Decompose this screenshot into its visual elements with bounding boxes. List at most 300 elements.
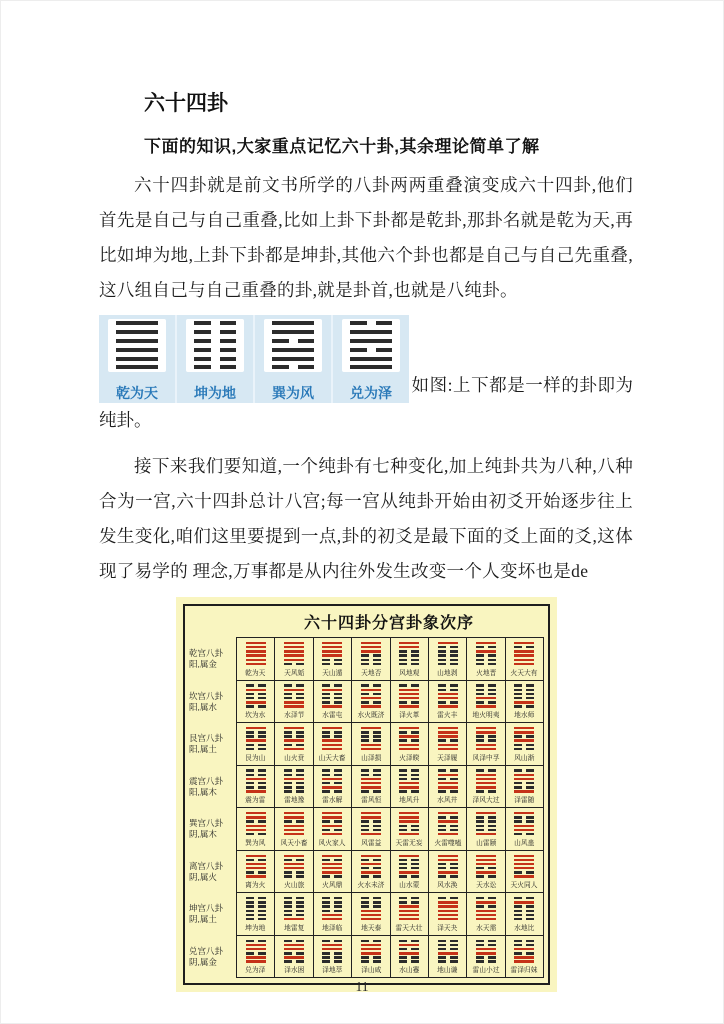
page-subtitle: 下面的知识,大家重点记忆六十卦,其余理论简单了解	[144, 137, 540, 156]
yin-line	[361, 820, 381, 822]
yin-line	[246, 735, 266, 737]
hexagram-symbol	[322, 684, 342, 709]
hexagram-cell	[275, 681, 313, 724]
hexagram-cell	[237, 723, 275, 766]
yin-line	[399, 825, 419, 827]
yin-line	[399, 948, 419, 950]
yin-line	[438, 654, 458, 656]
hexagram-cell	[275, 766, 313, 809]
hexagram-symbol	[350, 319, 392, 372]
yin-line	[284, 905, 304, 907]
yin-line	[438, 829, 458, 831]
yin-line	[322, 684, 342, 686]
yin-line	[194, 321, 236, 325]
yin-line	[514, 684, 534, 686]
yang-line	[438, 918, 458, 920]
yang-line	[284, 816, 304, 818]
yin-line	[399, 659, 419, 661]
pure-hexagram-item	[99, 315, 177, 403]
hexagram-name: 天山遁	[322, 668, 343, 677]
hexagram-cell	[391, 723, 429, 766]
yang-line	[284, 867, 304, 869]
yin-line	[194, 348, 236, 352]
hexagram-cell	[237, 936, 275, 979]
palace-label	[186, 723, 236, 766]
yin-line	[361, 875, 381, 877]
yang-line	[514, 825, 534, 827]
yin-line	[476, 956, 496, 958]
yang-line	[284, 705, 304, 707]
palace-row	[186, 936, 544, 979]
yin-line	[246, 705, 266, 707]
hexagram-name: 水地比	[514, 923, 535, 932]
yang-line	[476, 863, 496, 865]
yin-line	[399, 731, 419, 733]
yin-line	[246, 684, 266, 686]
yang-line	[514, 859, 534, 861]
yin-line	[284, 693, 304, 695]
yin-line	[246, 905, 266, 907]
yang-line	[514, 739, 534, 741]
hexagram-symbol	[514, 641, 534, 666]
hexagram-cell	[391, 681, 429, 724]
hexagram-cell	[506, 723, 544, 766]
yang-line	[476, 731, 496, 733]
yang-line	[246, 701, 266, 703]
yang-line	[514, 701, 534, 703]
yang-line	[438, 731, 458, 733]
yin-line	[284, 731, 304, 733]
palace-name: 乾宫八卦	[189, 647, 224, 658]
yang-line	[514, 642, 534, 644]
yin-line	[361, 825, 381, 827]
yang-line	[476, 812, 496, 814]
hexagram-symbol	[514, 726, 534, 751]
yang-line	[399, 705, 419, 707]
yin-line	[284, 663, 304, 665]
yin-line	[322, 790, 342, 792]
hexagram-symbol	[438, 726, 458, 751]
palace-name: 兑宫八卦	[189, 945, 224, 956]
yang-line	[284, 825, 304, 827]
yang-line	[284, 654, 304, 656]
hexagram-symbol	[476, 726, 496, 751]
hexagram-cell	[429, 936, 467, 979]
yang-line	[476, 744, 496, 746]
hexagram-name: 艮为山	[245, 753, 266, 762]
yin-line	[438, 825, 458, 827]
yin-line	[350, 321, 392, 325]
yang-line	[476, 697, 496, 699]
palace-cells	[236, 766, 544, 809]
yang-line	[438, 901, 458, 903]
yin-line	[322, 952, 342, 954]
yin-line	[246, 744, 266, 746]
yang-line	[438, 855, 458, 857]
palace-chart-grid	[186, 637, 544, 978]
hexagram-name: 水天需	[475, 923, 497, 932]
yin-line	[284, 952, 304, 954]
hexagram-symbol	[399, 811, 419, 836]
yang-line	[361, 816, 381, 818]
hexagram-symbol	[438, 811, 458, 836]
yang-line	[246, 642, 266, 644]
palace-cells	[236, 681, 544, 724]
hexagram-cell	[237, 851, 275, 894]
yin-line	[322, 731, 342, 733]
hexagram-cell	[275, 723, 313, 766]
yang-line	[514, 867, 534, 869]
yang-line	[361, 944, 381, 946]
yang-line	[514, 948, 534, 950]
hexagram-cell	[237, 766, 275, 809]
hexagram-card	[108, 319, 166, 372]
yin-line	[514, 689, 534, 691]
hexagram-cell	[429, 681, 467, 724]
yang-line	[361, 744, 381, 746]
hexagram-symbol	[284, 854, 304, 879]
hexagram-name: 火泽睽	[399, 753, 420, 762]
yang-line	[350, 357, 392, 361]
yang-line	[399, 871, 419, 873]
hexagram-name: 风地观	[399, 668, 420, 677]
hexagram-name: 风山渐	[514, 753, 535, 762]
hexagram-cell	[314, 681, 352, 724]
yin-line	[322, 960, 342, 962]
palace-label	[186, 681, 236, 724]
yang-line	[399, 646, 419, 648]
yin-line	[361, 693, 381, 695]
yang-line	[116, 321, 158, 325]
yang-line	[284, 833, 304, 835]
hexagram-name: 泽风大过	[472, 796, 500, 805]
yin-line	[438, 769, 458, 771]
hexagram-cell	[275, 808, 313, 851]
hexagram-symbol	[399, 641, 419, 666]
yin-line	[438, 863, 458, 865]
yin-line	[284, 910, 304, 912]
yang-line	[438, 774, 458, 776]
hexagram-cell	[237, 893, 275, 936]
hexagram-symbol	[246, 726, 266, 751]
yang-line	[514, 731, 534, 733]
yin-line	[399, 867, 419, 869]
yang-line	[361, 705, 381, 707]
hexagram-name: 天火同人	[510, 881, 538, 890]
palace-chart	[176, 597, 557, 992]
hexagram-cell	[314, 936, 352, 979]
yang-line	[284, 956, 304, 958]
hexagram-name: 水风井	[437, 796, 458, 805]
yang-line	[476, 650, 496, 652]
yin-line	[246, 820, 266, 822]
yang-line	[438, 705, 458, 707]
page-content	[99, 87, 633, 992]
hexagram-cell	[352, 681, 390, 724]
yang-line	[438, 727, 458, 729]
yin-line	[322, 782, 342, 784]
yin-line	[476, 875, 496, 877]
yin-line	[322, 693, 342, 695]
hexagram-name: 地山谦	[437, 966, 458, 975]
yin-line	[514, 782, 534, 784]
hexagram-name: 雷火丰	[437, 710, 458, 720]
hexagram-symbol	[284, 726, 304, 751]
hexagram-cell	[314, 637, 352, 681]
yin-line	[514, 697, 534, 699]
yang-line	[322, 812, 342, 814]
hexagram-symbol	[322, 769, 342, 794]
yang-line	[246, 739, 266, 741]
yin-line	[246, 914, 266, 916]
hexagram-symbol	[322, 726, 342, 751]
yin-line	[272, 339, 314, 343]
palace-attribute: 阳,属金	[189, 658, 217, 669]
yin-line	[194, 365, 236, 369]
yang-line	[322, 944, 342, 946]
yin-line	[399, 940, 419, 942]
hexagram-symbol	[284, 641, 304, 666]
hexagram-symbol	[361, 896, 381, 921]
yang-line	[514, 863, 534, 865]
yin-line	[246, 910, 266, 912]
hexagram-card	[264, 319, 322, 372]
yang-line	[272, 330, 314, 334]
yang-line	[361, 948, 381, 950]
yang-line	[476, 901, 496, 903]
yin-line	[284, 940, 304, 942]
yang-line	[246, 663, 266, 665]
hexagram-name: 雷水解	[322, 796, 343, 805]
palace-cells	[236, 723, 544, 766]
yin-line	[399, 960, 419, 962]
yang-line	[476, 642, 496, 644]
hexagram-name: 震为雷	[245, 796, 266, 805]
palace-row	[186, 893, 544, 936]
yang-line	[399, 820, 419, 822]
yang-line	[399, 952, 419, 954]
hexagram-name: 泽山咸	[360, 966, 381, 975]
yin-line	[399, 701, 419, 703]
yin-line	[399, 859, 419, 861]
yang-line	[350, 365, 392, 369]
palace-attribute: 阳,属水	[189, 701, 217, 712]
yang-line	[246, 944, 266, 946]
yang-line	[246, 948, 266, 950]
yin-line	[438, 739, 458, 741]
yin-line	[361, 684, 381, 686]
hexagram-name: 地天泰	[360, 923, 381, 932]
palace-row	[186, 766, 544, 809]
palace-label	[186, 766, 236, 809]
hexagram-cell	[237, 637, 275, 681]
yin-line	[476, 960, 496, 962]
yang-line	[438, 820, 458, 822]
yang-line	[322, 689, 342, 691]
yin-line	[284, 697, 304, 699]
yang-line	[350, 330, 392, 334]
hexagram-symbol	[399, 939, 419, 964]
yin-line	[438, 650, 458, 652]
hexagram-name: 泽火革	[399, 710, 420, 720]
yang-line	[361, 642, 381, 644]
hexagram-symbol	[194, 319, 236, 372]
yang-line	[476, 952, 496, 954]
hexagram-name: 雷泽归妹	[510, 966, 538, 975]
hexagram-cell	[237, 681, 275, 724]
yin-line	[246, 833, 266, 835]
yang-line	[284, 748, 304, 750]
yang-line	[476, 918, 496, 920]
yin-line	[399, 897, 419, 899]
yin-line	[438, 956, 458, 958]
yin-line	[284, 914, 304, 916]
yang-line	[399, 786, 419, 788]
palace-label	[186, 808, 236, 851]
yang-line	[476, 914, 496, 916]
yin-line	[361, 663, 381, 665]
yin-line	[361, 940, 381, 942]
hexagram-name: 天水讼	[475, 881, 497, 890]
yin-line	[399, 654, 419, 656]
yin-line	[322, 735, 342, 737]
yin-line	[284, 960, 304, 962]
yin-line	[438, 778, 458, 780]
yin-line	[322, 769, 342, 771]
hexagram-name: 风雷益	[360, 838, 381, 847]
pure-hexagram-item	[177, 315, 255, 403]
pure-hexagram-label: 乾为天	[116, 384, 158, 401]
yin-line	[284, 769, 304, 771]
yin-line	[514, 748, 534, 750]
yang-line	[438, 871, 458, 873]
hexagram-symbol	[476, 641, 496, 666]
yang-line	[476, 748, 496, 750]
yin-line	[194, 330, 236, 334]
yang-line	[322, 727, 342, 729]
hexagram-cell	[506, 936, 544, 979]
hexagram-cell	[237, 808, 275, 851]
yin-line	[514, 769, 534, 771]
palace-cells	[236, 851, 544, 894]
yang-line	[361, 914, 381, 916]
yin-line	[322, 829, 342, 831]
yang-line	[361, 863, 381, 865]
yang-line	[322, 863, 342, 865]
yang-line	[399, 697, 419, 699]
yang-line	[514, 727, 534, 729]
yang-line	[322, 816, 342, 818]
yang-line	[322, 739, 342, 741]
hexagram-cell	[506, 893, 544, 936]
yin-line	[246, 940, 266, 942]
yang-line	[284, 689, 304, 691]
yang-line	[322, 914, 342, 916]
hexagram-symbol	[476, 769, 496, 794]
hexagram-name: 离为火	[245, 881, 266, 890]
yin-line	[476, 663, 496, 665]
hexagram-name: 山地剥	[437, 668, 458, 677]
yin-line	[438, 663, 458, 665]
palace-attribute: 阴,属木	[189, 829, 217, 840]
hexagram-name: 地风升	[399, 796, 420, 805]
yin-line	[399, 663, 419, 665]
yang-line	[284, 855, 304, 857]
yin-line	[438, 659, 458, 661]
yang-line	[399, 735, 419, 737]
yin-line	[514, 918, 534, 920]
hexagram-name: 地水师	[514, 710, 535, 720]
hexagram-cell	[506, 766, 544, 809]
hexagram-cell	[467, 808, 505, 851]
hexagram-name: 巽为风	[245, 838, 266, 847]
yin-line	[476, 693, 496, 695]
hexagram-cell	[467, 723, 505, 766]
yang-line	[246, 650, 266, 652]
yang-line	[322, 748, 342, 750]
hexagram-symbol	[322, 854, 342, 879]
hexagram-name: 地泽临	[322, 923, 343, 932]
yang-line	[116, 348, 158, 352]
yang-line	[399, 855, 419, 857]
yang-line	[399, 693, 419, 695]
yang-line	[361, 689, 381, 691]
yin-line	[476, 659, 496, 661]
yin-line	[361, 739, 381, 741]
yin-line	[246, 769, 266, 771]
yang-line	[438, 748, 458, 750]
yang-line	[361, 650, 381, 652]
yang-line	[284, 812, 304, 814]
yin-line	[246, 871, 266, 873]
yin-line	[322, 875, 342, 877]
hexagram-symbol	[438, 641, 458, 666]
yang-line	[399, 642, 419, 644]
yin-line	[361, 897, 381, 899]
hexagram-cell	[275, 851, 313, 894]
hexagram-cell	[314, 723, 352, 766]
yin-line	[399, 774, 419, 776]
yang-line	[322, 786, 342, 788]
yang-line	[399, 782, 419, 784]
yin-line	[350, 348, 392, 352]
hexagram-symbol	[361, 939, 381, 964]
yang-line	[246, 956, 266, 958]
yang-line	[361, 697, 381, 699]
yin-line	[476, 769, 496, 771]
yin-line	[399, 684, 419, 686]
yin-line	[399, 739, 419, 741]
yin-line	[438, 875, 458, 877]
hexagram-cell	[275, 936, 313, 979]
hexagram-cell	[429, 808, 467, 851]
palace-label	[186, 893, 236, 936]
yang-line	[476, 778, 496, 780]
yin-line	[514, 833, 534, 835]
hexagram-name: 火水未济	[357, 881, 385, 890]
yang-line	[284, 944, 304, 946]
hexagram-symbol	[246, 769, 266, 794]
yang-line	[514, 960, 534, 962]
yin-line	[438, 701, 458, 703]
hexagram-name: 水火既济	[357, 710, 385, 720]
yin-line	[284, 897, 304, 899]
yin-line	[399, 875, 419, 877]
hexagram-symbol	[399, 854, 419, 879]
yang-line	[361, 812, 381, 814]
yang-line	[246, 727, 266, 729]
yin-line	[194, 357, 236, 361]
